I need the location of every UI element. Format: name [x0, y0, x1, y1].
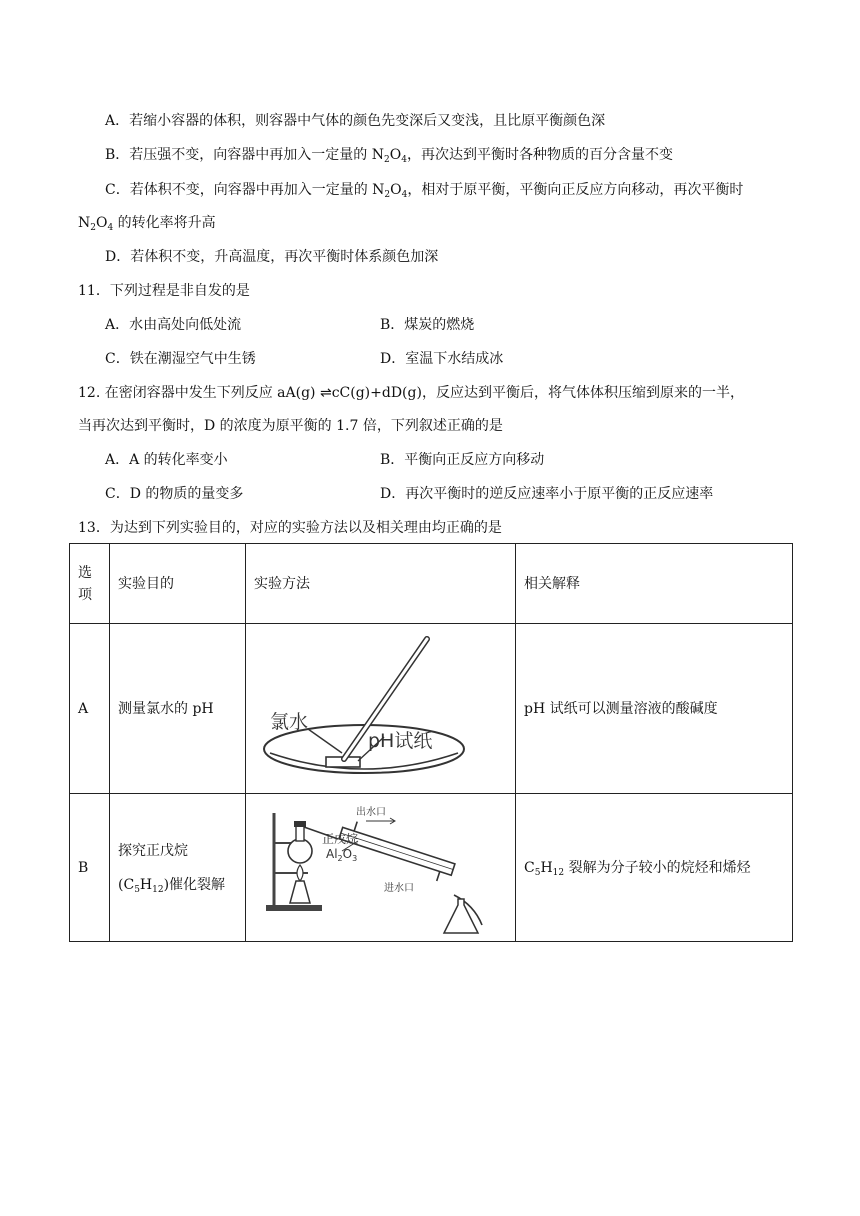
- q10-option-c: [105, 180, 743, 200]
- q12-stem-pre: 12. 在密闭容器中发生下列反应 aA(g): [78, 385, 320, 401]
- row-b-p2-s2: 12: [152, 884, 164, 895]
- row-b-p2-mid: H: [139, 876, 153, 893]
- q10-option-c-pre: C．若体积不变，向容器中再加入一定量的 N: [105, 182, 385, 198]
- stand-base: [266, 905, 322, 911]
- q10-sub: 2: [384, 190, 391, 200]
- q10-o: O: [389, 147, 402, 163]
- q13-stem: 13．为达到下列实验目的，对应的实验方法以及相关理由均正确的是: [78, 520, 502, 536]
- burner: [290, 881, 310, 903]
- round-flask: [288, 839, 312, 863]
- q10-sub: 4: [401, 190, 408, 200]
- fig-al: Al: [326, 846, 338, 861]
- q10-sub: 2: [384, 155, 390, 165]
- row-b-purpose-line2: [118, 868, 237, 902]
- fig-al-sub1: 2: [337, 853, 343, 863]
- row-a-purpose: 测量氯水的 pH: [110, 624, 246, 794]
- row-b-p2-s1: 5: [134, 884, 140, 895]
- row-b-expl-post: 裂解为分子较小的烷烃和烯烃: [564, 859, 751, 876]
- row-b-expl-pre: C: [524, 859, 535, 876]
- q10-sub: 4: [401, 155, 407, 165]
- q11-option-b: B．煤炭的燃烧: [380, 317, 475, 333]
- row-a-explanation: pH 试纸可以测量溶液的酸碱度: [516, 624, 793, 794]
- row-a-option: A: [70, 624, 110, 794]
- row-b-expl-mid: H: [540, 859, 553, 876]
- header-purpose: 实验目的: [110, 544, 246, 624]
- row-b-option: B: [70, 794, 110, 942]
- conical-flask: [444, 899, 478, 933]
- fig-label-alumina: [326, 847, 357, 863]
- q11-option-a: A．水由高处向低处流: [105, 317, 242, 333]
- fig-label-ph-paper: pH试纸: [368, 729, 433, 752]
- q12-stem-post: cC(g)+dD(g)，反应达到平衡后，将气体体积压缩到原来的一半，: [331, 385, 744, 401]
- header-option-line2: 项: [78, 586, 92, 603]
- q12-option-c: C．D 的物质的量变多: [105, 486, 244, 502]
- row-b-explanation: [516, 794, 793, 942]
- row-b-expl-s2: 12: [552, 867, 565, 878]
- q10-option-b-post: ，再次达到平衡时各种物质的百分含量不变: [406, 147, 673, 163]
- table-header-row: [70, 544, 793, 624]
- fig-al-sub2: 3: [352, 853, 358, 863]
- fig-al-o: O: [342, 846, 353, 861]
- row-b-expl-s1: 5: [534, 867, 541, 878]
- q12-option-b: B．平衡向正反应方向移动: [380, 452, 545, 468]
- q10-option-b: [105, 145, 673, 165]
- header-explanation: 相关解释: [516, 544, 793, 624]
- q12-option-a: A．A 的转化率变小: [105, 452, 228, 468]
- row-b-p2-post: )催化裂解: [163, 876, 226, 893]
- ph-paper-test-illustration: [246, 625, 514, 793]
- q10-sub: 4: [107, 223, 114, 233]
- q10-option-a: A．若缩小容器的体积，则容器中气体的颜色先变深后又变浅，且比原平衡颜色深: [105, 113, 606, 129]
- q10-o: O: [95, 215, 108, 231]
- row-b-purpose: [110, 794, 246, 942]
- q12-option-d: D．再次平衡时的逆反应速率小于原平衡的正反应速率: [380, 486, 714, 502]
- row-b-method: [246, 794, 516, 942]
- fig-label-water-outlet: 出水口: [356, 806, 386, 818]
- q12-stem-line2: 当再次达到平衡时，D 的浓度为原平衡的 1.7 倍，下列叙述正确的是: [78, 418, 503, 434]
- q11-option-c: C．铁在潮湿空气中生锈: [105, 351, 256, 367]
- row-b-p2-pre: (C: [118, 876, 135, 893]
- q10-o: O: [390, 182, 402, 198]
- cracking-apparatus-illustration: [246, 795, 514, 941]
- q12-stem-line1: [78, 383, 744, 403]
- header-option-line1: 选: [78, 564, 92, 581]
- reversible-arrow-icon: ⇌: [319, 385, 332, 401]
- header-method: 实验方法: [246, 544, 516, 624]
- row-b-purpose-line1: 探究正戊烷: [118, 842, 188, 859]
- fig-label-n-pentane: 正戊烷: [322, 831, 359, 846]
- fig-label-chlorine-water: 氯水: [270, 710, 309, 733]
- header-option: [70, 544, 110, 624]
- q10-n: N: [78, 215, 91, 231]
- q11-option-d: D．室温下水结成冰: [380, 351, 504, 367]
- table-row: [70, 794, 793, 942]
- q10-option-c-cont: [78, 213, 216, 233]
- q10-option-c-cont-post: 的转化率将升高: [113, 215, 216, 231]
- q10-option-b-pre: B．若压强不变，向容器中再加入一定量的 N: [105, 147, 384, 163]
- q10-option-d: D．若体积不变，升高温度，再次平衡时体系颜色加深: [105, 249, 439, 265]
- q11-stem: 11．下列过程是非自发的是: [78, 283, 250, 299]
- q10-option-c-post: ，相对于原平衡，平衡向正反应方向移动，再次平衡时: [407, 182, 744, 198]
- table-row: [70, 624, 793, 794]
- fig-label-water-inlet: 进水口: [384, 882, 414, 894]
- experiment-table: [69, 543, 793, 942]
- q10-sub: 2: [90, 223, 96, 233]
- row-a-method: [246, 624, 516, 794]
